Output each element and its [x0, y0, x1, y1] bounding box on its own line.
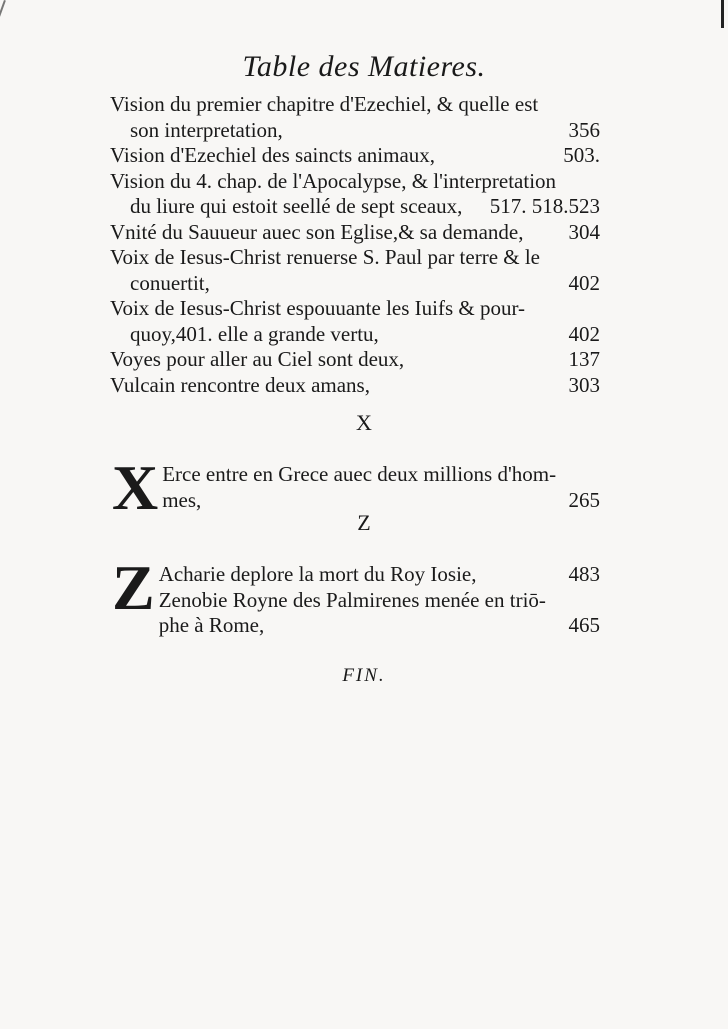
entry-line: [110, 169, 600, 195]
entry-line: [110, 245, 600, 271]
index-entry: [110, 245, 600, 296]
page-number: 265: [568, 487, 600, 512]
entry-text: Vnité du Sauueur auec son Eglise,& sa demande,: [110, 219, 524, 244]
index-entries: [110, 92, 600, 398]
entry-text: Vision du 4. chap. de l'Apocalypse, & l'interpretation: [110, 168, 557, 193]
entry-text: Voix de Iesus-Christ renuerse S. Paul par terre & le: [110, 245, 541, 269]
page-title: Table des Matieres.: [242, 50, 486, 83]
entry-line: [110, 118, 600, 144]
entry-line: [110, 322, 600, 348]
page-number: 503.: [563, 143, 600, 167]
page-number: 517. 518.523: [489, 194, 600, 218]
entry-line: [159, 588, 600, 614]
entry-line: [159, 613, 600, 639]
entry-text: Vision d'Ezechiel des saincts animaux,: [110, 143, 436, 167]
entry-line: [110, 373, 600, 399]
entry-line: [110, 194, 600, 220]
index-entry-z: [112, 552, 600, 639]
entry-text: conuertit,: [130, 270, 210, 295]
page-number: 303: [568, 372, 600, 397]
index-entry: [110, 169, 600, 220]
page-number: 402: [568, 270, 600, 295]
index-entry: [110, 347, 600, 373]
drop-cap: X: [112, 452, 159, 523]
entry-text: Vision du premier chapitre d'Ezechiel, & quelle est: [110, 92, 539, 116]
entry-text: quoy,401. elle a grande vertu,: [130, 321, 379, 346]
entry-body: [112, 462, 600, 513]
page-number: 304: [568, 219, 600, 244]
page-number: 137: [568, 347, 600, 371]
entry-text: Erce entre en Grece auec deux millions d'hom-: [162, 462, 557, 486]
entry-body: [112, 552, 600, 639]
entry-text: Zenobie Royne des Palmirenes menée en triō-: [158, 587, 546, 612]
index-entry: [110, 220, 600, 246]
entry-line: [110, 296, 600, 322]
drop-cap: Z: [112, 552, 155, 623]
scan-edge-right: [721, 0, 724, 28]
entry-line: [110, 271, 600, 297]
entry-line: [110, 347, 600, 373]
section-heading-x: X: [356, 410, 372, 435]
entry-text: Voix de Iesus-Christ espouuante les Iuifs & pour-: [110, 296, 526, 320]
page-number: 483: [568, 562, 600, 586]
page-number: 356: [568, 117, 600, 142]
entry-line: [110, 92, 600, 118]
entry-text: du liure qui estoit seellé de sept sceaux,: [130, 194, 463, 218]
index-entry: [110, 296, 600, 347]
entry-line: [162, 462, 600, 488]
section-heading-z: Z: [357, 510, 371, 535]
entry-text: Voyes pour aller au Ciel sont deux,: [110, 347, 405, 371]
index-entry: [110, 92, 600, 143]
page-number: 402: [568, 321, 600, 346]
entry-line: [110, 143, 600, 169]
entry-text: son interpretation,: [130, 117, 283, 142]
entry-text: Acharie deplore la mort du Roy Iosie,: [158, 562, 477, 586]
index-entry: [110, 143, 600, 169]
page-number: 465: [568, 613, 600, 637]
entry-line: [110, 220, 600, 246]
index-entry-x: [112, 452, 600, 523]
entry-line: [159, 562, 600, 588]
index-entry: [110, 373, 600, 399]
entry-text: phe à Rome,: [158, 613, 265, 637]
entry-text: mes,: [162, 487, 202, 512]
fin-marker: FIN.: [342, 665, 386, 686]
entry-text: Vulcain rencontre deux amans,: [110, 372, 370, 397]
